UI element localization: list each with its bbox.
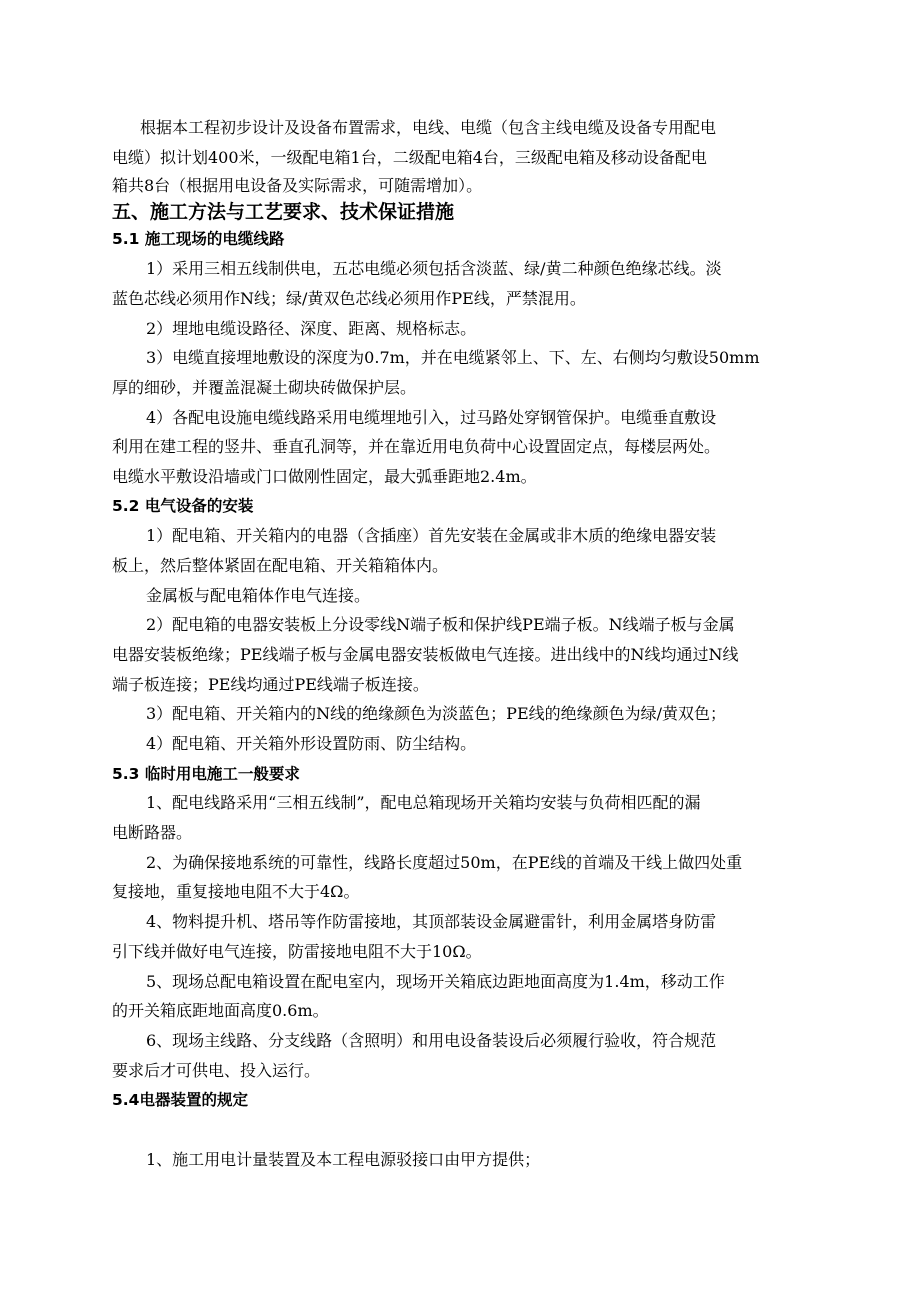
text-line: 要求后才可供电、投入运行。 xyxy=(112,1061,321,1080)
text-line: 4）各配电设施电缆线路采用电缆埋地引入，过马路处穿钢管保护。电缆垂直敷设 xyxy=(146,408,717,427)
text-line: 蓝色芯线必须用作N线；绿/黄双色芯线必须用作PE线，严禁混用。 xyxy=(112,289,586,308)
text-line: 1）配电箱、开关箱内的电器（含插座）首先安装在金属或非木质的绝缘电器安装 xyxy=(146,526,717,545)
subsection-heading: 5.4电器装置的规定 xyxy=(112,1091,248,1109)
text-line: 板上，然后整体紧固在配电箱、开关箱箱体内。 xyxy=(112,556,449,575)
text-line: 3）配电箱、开关箱内的N线的绝缘颜色为淡蓝色；PE线的绝缘颜色为绿/黄双色； xyxy=(146,704,727,723)
text-line: 端子板连接；PE线均通过PE线端子板连接。 xyxy=(112,675,429,694)
text-line: 1）采用三相五线制供电，五芯电缆必须包括含淡蓝、绿/黄二种颜色绝缘芯线。淡 xyxy=(146,259,722,278)
section-heading: 五、施工方法与工艺要求、技术保证措施 xyxy=(112,201,455,223)
text-line: 金属板与配电箱体作电气连接。 xyxy=(146,586,371,605)
text-line: 3）电缆直接埋地敷设的深度为0.7m，并在电缆紧邻上、下、左、右侧均匀敷设50mm xyxy=(146,348,760,367)
text-line: 5、现场总配电箱设置在配电室内，现场开关箱底边距地面高度为1.4m，移动工作 xyxy=(146,972,725,991)
text-line: 1、施工用电计量装置及本工程电源驳接口由甲方提供； xyxy=(146,1150,541,1169)
text-line: 电器安装板绝缘；PE线端子板与金属电器安装板做电气连接。进出线中的N线均通过N线 xyxy=(112,645,739,664)
text-line: 电断路器。 xyxy=(112,823,193,842)
text-line: 利用在建工程的竖井、垂直孔洞等，并在靠近用电负荷中心设置固定点，每楼层两处。 xyxy=(112,437,721,456)
text-line: 箱共8台（根据用电设备及实际需求，可随需增加）。 xyxy=(112,176,483,195)
text-line: 2、为确保接地系统的可靠性，线路长度超过50m，在PE线的首端及干线上做四处重 xyxy=(146,853,743,872)
text-line: 2）埋地电缆设路径、深度、距离、规格标志。 xyxy=(146,319,477,338)
text-line: 6、现场主线路、分支线路（含照明）和用电设备装设后必须履行验收，符合规范 xyxy=(146,1031,717,1050)
text-line: 电缆水平敷设沿墙或门口做刚性固定，最大弧垂距地2.4m。 xyxy=(112,467,537,486)
text-line: 4）配电箱、开关箱外形设置防雨、防尘结构。 xyxy=(146,734,477,753)
text-line: 的开关箱底距地面高度0.6m。 xyxy=(112,1001,329,1020)
text-line: 2）配电箱的电器安装板上分设零线N端子板和保护线PE端子板。N线端子板与金属 xyxy=(146,615,735,634)
text-line: 电缆）拟计划400米，一级配电箱1台，二级配电箱4台，三级配电箱及移动设备配电 xyxy=(112,148,707,167)
subsection-heading: 5.3 临时用电施工一般要求 xyxy=(112,765,300,783)
subsection-heading: 5.1 施工现场的电缆线路 xyxy=(112,230,285,248)
text-line: 厚的细砂，并覆盖混凝土砌块砖做保护层。 xyxy=(112,378,417,397)
text-line: 4、物料提升机、塔吊等作防雷接地，其顶部装设金属避雷针，利用金属塔身防雷 xyxy=(146,912,717,931)
text-line: 引下线并做好电气连接，防雷接地电阻不大于10Ω。 xyxy=(112,942,482,961)
text-line: 复接地，重复接地电阻不大于4Ω。 xyxy=(112,882,360,901)
text-line: 1、配电线路采用“三相五线制”，配电总箱现场开关箱均安装与负荷相匹配的漏 xyxy=(146,793,701,812)
subsection-heading: 5.2 电气设备的安装 xyxy=(112,497,254,515)
text-line: 根据本工程初步设计及设备布置需求，电线、电缆（包含主线电缆及设备专用配电 xyxy=(140,118,717,137)
